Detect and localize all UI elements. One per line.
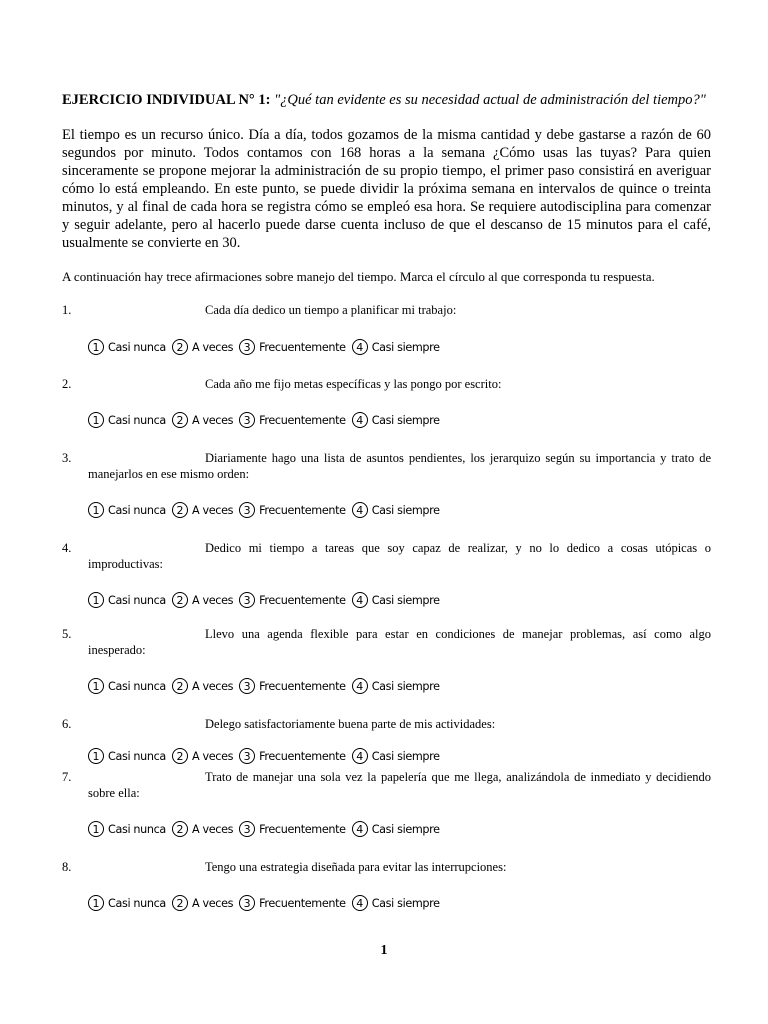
option-frecuentemente[interactable] [239, 412, 352, 428]
option-circle[interactable]: 4 [352, 412, 368, 428]
option-casi-siempre[interactable] [352, 678, 446, 694]
option-casi-nunca[interactable] [88, 895, 172, 911]
option-label: Frecuentemente [259, 413, 346, 427]
option-label: Frecuentemente [259, 679, 346, 693]
question-number: 8. [62, 860, 72, 874]
option-a-veces[interactable] [172, 895, 239, 911]
option-frecuentemente[interactable] [239, 678, 352, 694]
option-label: Frecuentemente [259, 503, 346, 517]
option-label: A veces [191, 896, 234, 910]
option-frecuentemente[interactable] [239, 748, 352, 764]
option-circle[interactable]: 1 [88, 502, 104, 518]
option-circle[interactable]: 4 [352, 821, 368, 837]
option-casi-siempre[interactable] [352, 821, 446, 837]
option-label: Casi nunca [108, 679, 166, 693]
option-casi-nunca[interactable] [88, 412, 172, 428]
option-circle[interactable]: 3 [239, 412, 255, 428]
option-label: Frecuentemente [259, 822, 346, 836]
answer-options-1 [88, 336, 446, 358]
option-circle[interactable]: 4 [352, 502, 368, 518]
option-circle[interactable]: 3 [239, 821, 255, 837]
option-a-veces[interactable] [172, 748, 239, 764]
question-1 [62, 302, 711, 318]
question-number: 2. [62, 377, 72, 391]
question-4 [62, 540, 711, 572]
option-circle[interactable]: 3 [239, 502, 255, 518]
option-circle[interactable]: 2 [172, 895, 188, 911]
option-a-veces[interactable] [172, 821, 239, 837]
option-circle[interactable]: 2 [172, 412, 188, 428]
question-text: Cada día dedico un tiempo a planificar mi trabajo: [205, 303, 457, 317]
option-circle[interactable]: 1 [88, 895, 104, 911]
option-casi-nunca[interactable] [88, 678, 172, 694]
option-circle[interactable]: 3 [239, 339, 255, 355]
option-label: Casi siempre [371, 340, 440, 354]
answer-options-2 [88, 409, 446, 431]
option-label: Frecuentemente [259, 896, 346, 910]
option-circle[interactable]: 4 [352, 592, 368, 608]
option-circle[interactable]: 3 [239, 895, 255, 911]
option-circle[interactable]: 4 [352, 748, 368, 764]
option-label: Casi nunca [108, 340, 166, 354]
option-frecuentemente[interactable] [239, 339, 352, 355]
option-label: A veces [191, 340, 234, 354]
option-frecuentemente[interactable] [239, 592, 352, 608]
option-frecuentemente[interactable] [239, 895, 352, 911]
intro-paragraph: El tiempo es un recurso único. Día a día, todos gozamos de la misma cantidad y debe gastarse a razón de 60 segundos por minuto. Todos contamos con 168 horas a la semana ¿Cómo usas las tuyas? Para quien sinceramente se propone mejorar la administración de su propio tiempo, el primer paso consistirá en averiguar cómo lo está empleando. En este punto, se puede dividir la próxima semana en intervalos de quince o treinta minutos, y al final de cada hora se registra cómo se empleó esa hora. Se requiere autodisciplina para comenzar y seguir adelante, pero al hacerlo puede darse cuenta incluso de que el descanso de 15 minutos para el café, usualmente se convierte en 30. [62, 127, 711, 251]
option-circle[interactable]: 2 [172, 821, 188, 837]
option-circle[interactable]: 1 [88, 821, 104, 837]
option-label: Casi nunca [108, 413, 166, 427]
answer-options-6 [88, 745, 446, 767]
option-circle[interactable]: 1 [88, 592, 104, 608]
option-label: Casi siempre [371, 896, 440, 910]
option-label: A veces [191, 503, 234, 517]
answer-options-7 [88, 818, 446, 840]
option-circle[interactable]: 3 [239, 592, 255, 608]
option-label: Casi nunca [108, 896, 166, 910]
option-circle[interactable]: 2 [172, 678, 188, 694]
answer-options-3 [88, 499, 446, 521]
question-6 [62, 716, 711, 732]
option-circle[interactable]: 4 [352, 339, 368, 355]
answer-options-4 [88, 589, 446, 611]
option-casi-nunca[interactable] [88, 339, 172, 355]
option-a-veces[interactable] [172, 678, 239, 694]
question-3 [62, 450, 711, 482]
option-circle[interactable]: 1 [88, 412, 104, 428]
question-8 [62, 859, 711, 875]
question-7 [62, 769, 711, 801]
question-number: 7. [62, 770, 72, 784]
option-casi-siempre[interactable] [352, 339, 446, 355]
instructions: A continuación hay trece afirmaciones sobre manejo del tiempo. Marca el círculo al que corresponda tu respuesta. [62, 269, 655, 284]
option-label: Casi siempre [371, 749, 440, 763]
question-text: Dedico mi tiempo a tareas que soy capaz de realizar, y no lo dedico a cosas utópicas o improductivas: [88, 541, 711, 571]
option-casi-siempre[interactable] [352, 592, 446, 608]
option-casi-siempre[interactable] [352, 502, 446, 518]
question-text: Diariamente hago una lista de asuntos pendientes, los jerarquizo según su importancia y trato de manejarlos en ese mismo orden: [88, 451, 711, 481]
option-a-veces[interactable] [172, 339, 239, 355]
option-circle[interactable]: 2 [172, 592, 188, 608]
question-number: 4. [62, 541, 72, 555]
option-circle[interactable]: 1 [88, 678, 104, 694]
question-text: Trato de manejar una sola vez la papelería que me llega, analizándola de inmediato y decidiendo sobre ella: [88, 770, 711, 800]
question-5 [62, 626, 711, 658]
option-label: Casi siempre [371, 593, 440, 607]
option-casi-siempre[interactable] [352, 412, 446, 428]
option-circle[interactable]: 2 [172, 748, 188, 764]
option-label: Frecuentemente [259, 749, 346, 763]
option-a-veces[interactable] [172, 592, 239, 608]
option-a-veces[interactable] [172, 502, 239, 518]
option-label: A veces [191, 413, 234, 427]
question-2 [62, 376, 711, 392]
option-casi-siempre[interactable] [352, 895, 446, 911]
option-casi-nunca[interactable] [88, 821, 172, 837]
option-circle[interactable]: 1 [88, 339, 104, 355]
option-circle[interactable]: 1 [88, 748, 104, 764]
exercise-title [62, 91, 722, 109]
option-label: A veces [191, 822, 234, 836]
option-label: Casi siempre [371, 503, 440, 517]
answer-options-8 [88, 892, 446, 914]
page-number: 1 [380, 943, 388, 958]
option-a-veces[interactable] [172, 412, 239, 428]
question-number: 3. [62, 451, 72, 465]
option-casi-nunca[interactable] [88, 502, 172, 518]
question-text: Llevo una agenda flexible para estar en condiciones de manejar problemas, así como algo inesperado: [88, 627, 711, 657]
question-number: 6. [62, 717, 72, 731]
option-circle[interactable]: 2 [172, 339, 188, 355]
option-label: Frecuentemente [259, 340, 346, 354]
option-label: Casi siempre [371, 679, 440, 693]
question-text: Cada año me fijo metas específicas y las pongo por escrito: [205, 377, 502, 391]
option-label: Frecuentemente [259, 593, 346, 607]
option-frecuentemente[interactable] [239, 502, 352, 518]
option-label: Casi nunca [108, 822, 166, 836]
option-label: A veces [191, 749, 234, 763]
question-text: Tengo una estrategia diseñada para evitar las interrupciones: [205, 860, 507, 874]
option-circle[interactable]: 4 [352, 678, 368, 694]
option-circle[interactable]: 3 [239, 678, 255, 694]
exercise-subtitle: "¿Qué tan evidente es su necesidad actual de administración del tiempo?" [274, 92, 706, 108]
option-casi-siempre[interactable] [352, 748, 446, 764]
option-label: Casi nunca [108, 593, 166, 607]
option-casi-nunca[interactable] [88, 592, 172, 608]
option-circle[interactable]: 4 [352, 895, 368, 911]
question-number: 5. [62, 627, 72, 641]
option-casi-nunca[interactable] [88, 748, 172, 764]
option-label: Casi siempre [371, 413, 440, 427]
exercise-label: EJERCICIO INDIVIDUAL N° 1: [62, 92, 271, 108]
option-frecuentemente[interactable] [239, 821, 352, 837]
option-circle[interactable]: 2 [172, 502, 188, 518]
question-number: 1. [62, 303, 72, 317]
option-label: A veces [191, 679, 234, 693]
answer-options-5 [88, 675, 446, 697]
option-label: Casi nunca [108, 503, 166, 517]
question-text: Delego satisfactoriamente buena parte de mis actividades: [205, 717, 496, 731]
option-label: Casi nunca [108, 749, 166, 763]
option-label: A veces [191, 593, 234, 607]
option-circle[interactable]: 3 [239, 748, 255, 764]
option-label: Casi siempre [371, 822, 440, 836]
